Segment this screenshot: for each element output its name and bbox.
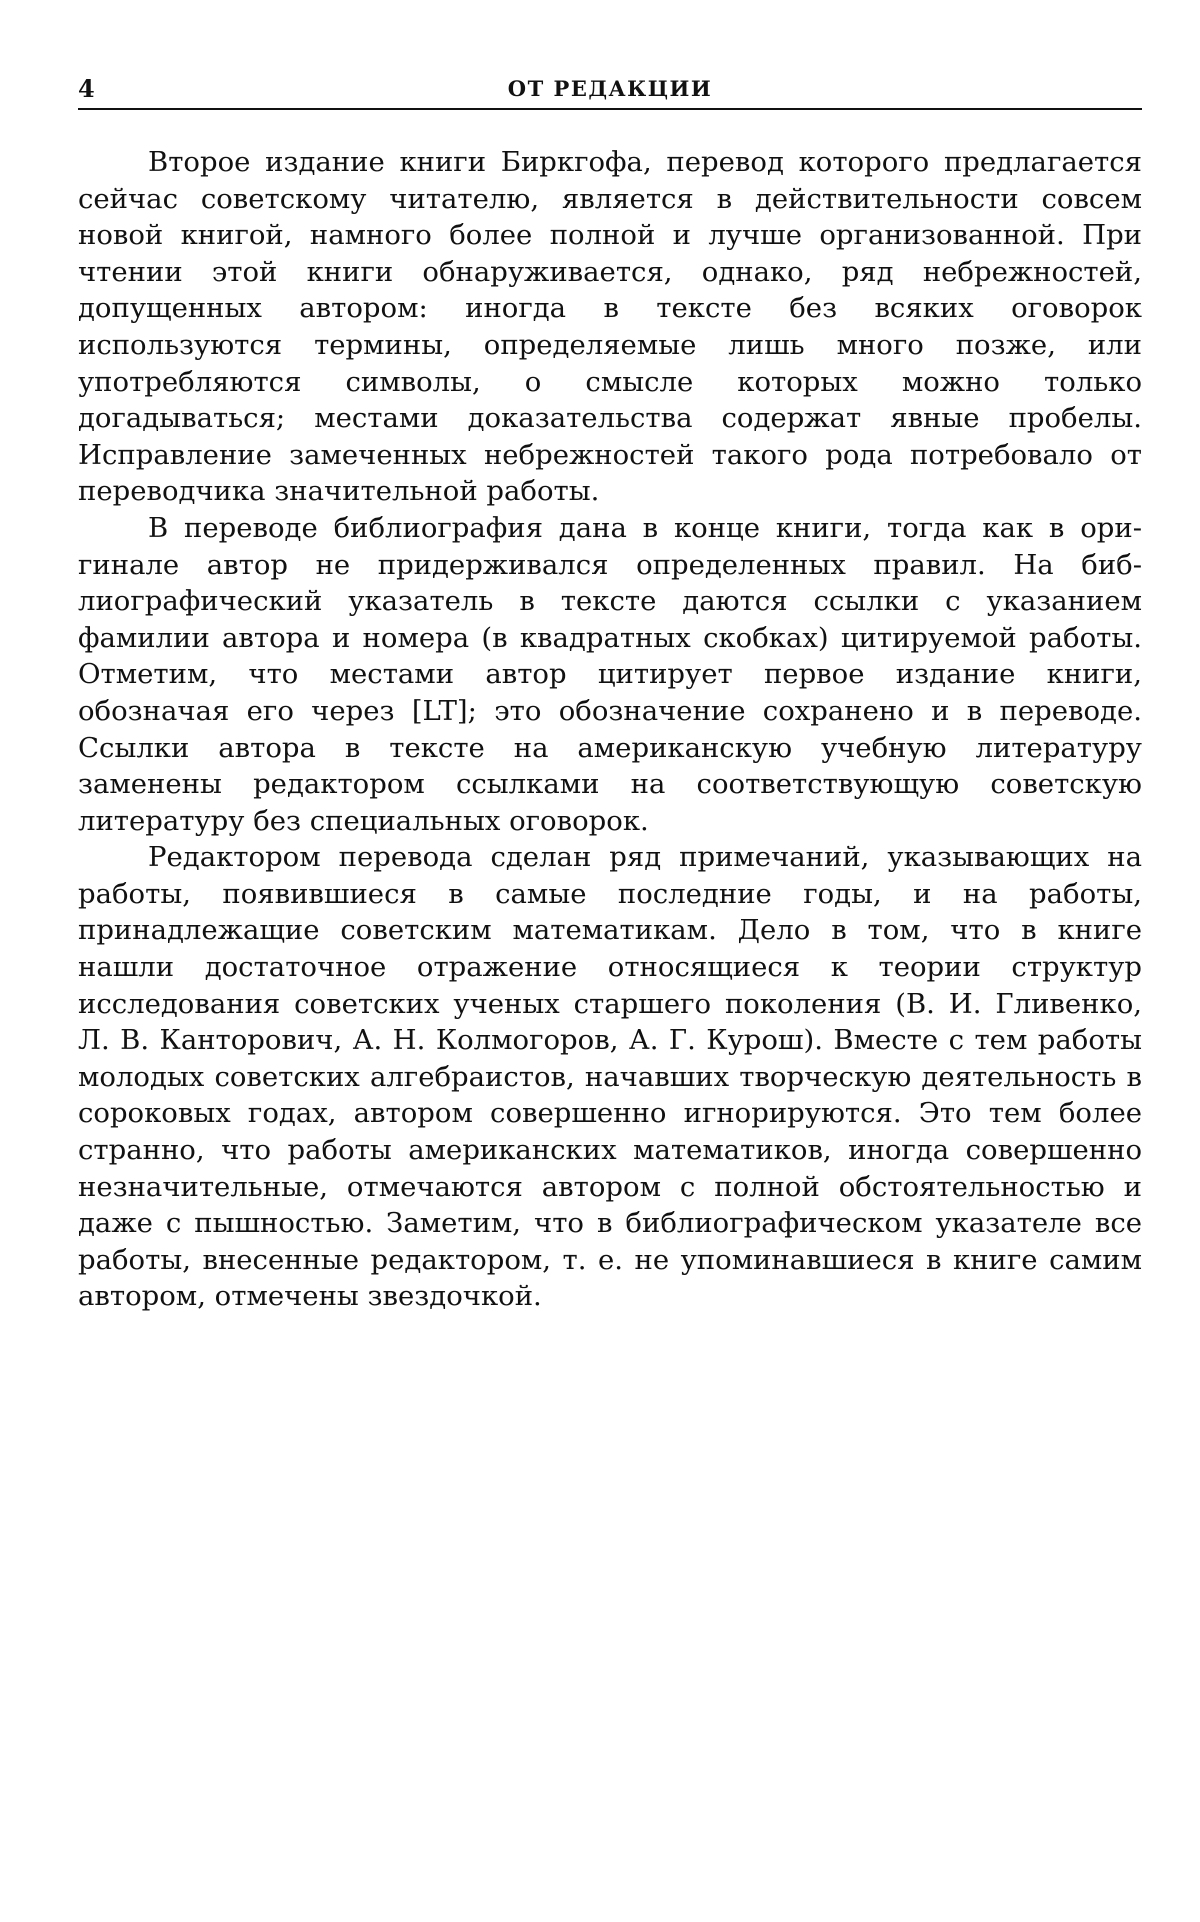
body-text xyxy=(78,144,1142,1315)
running-header xyxy=(78,70,1142,110)
book-page xyxy=(78,70,1142,1315)
paragraph-3: Редактором перевода сделан ряд примечаний, указывающих на работы, появившиеся в самые последние годы, и на работы, принадлежащие советским математикам. Дело в том, что в книге нашли достаточное отражение относящиеся к теории структур исследования советских ученых старшего поколения (В. И. Гливенко, Л. В. Канторович, А. Н. Колмогоров, А. Г. Курош). Вместе с тем работы молодых советских алгебраистов, начавших творческую деятельность в сороковых годах, автором совершенно игнорируются. Это тем более странно, что работы американских математиков, иногда совершенно незначительные, отмечаются автором с полной обстоятельностью и даже с пышностью. Заметим, что в библиографическом указателе все работы, внесенные редактором, т. е. не упоминавшиеся в книге самим автором, отмечены звездочкой. xyxy=(78,841,1142,1313)
paragraph-2: В переводе библиография дана в конце книги, тогда как в оригинале автор не придерживался определенных правил. На библиографический указатель в тексте даются ссылки с указанием фамилии автора и номера (в квадратных скобках) цитируемой работы. Отметим, что местами автор цитирует первое издание книги, обозначая его через [LT]; это обозначение сохранено и в переводе. Ссылки автора в тексте на американскую учебную литературу заменены редактором ссылками на соответствующую советскую литературу без специальных оговорок. xyxy=(78,511,1142,837)
section-title: ОТ РЕДАКЦИИ xyxy=(507,76,713,101)
paragraph-1: Второе издание книги Биркгофа, перевод которого предлагается сейчас советскому читателю, является в действительности совсем новой книгой, намного более полной и лучше организованной. При чтении этой книги обнаруживается, однако, ряд небрежностей, допущенных автором: иногда в тексте без всяких оговорок используются термины, определяемые лишь много позже, или употребляются символы, о смысле которых можно только догадываться; местами доказательства содержат явные пробелы. Исправление замеченных небрежностей такого рода потребовало от переводчика значительной работы. xyxy=(78,146,1142,508)
page-number: 4 xyxy=(78,74,95,103)
